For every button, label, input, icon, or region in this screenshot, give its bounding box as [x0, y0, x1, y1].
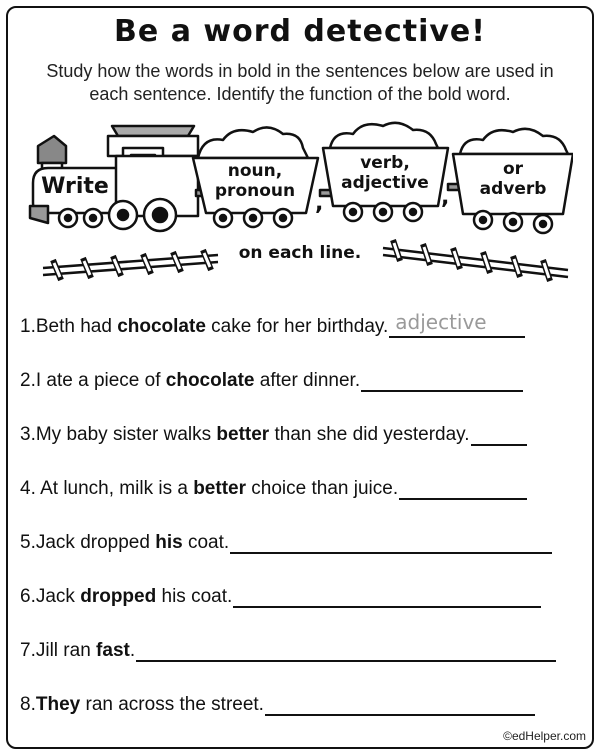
- answer-line[interactable]: [233, 584, 541, 608]
- question-text-after: ran across the street.: [80, 694, 264, 715]
- bold-word: better: [216, 424, 270, 445]
- answer-line[interactable]: [230, 530, 552, 554]
- question-text-after: choice than juice.: [246, 478, 399, 499]
- bold-word: chocolate: [117, 316, 206, 337]
- answer-line[interactable]: [361, 368, 523, 392]
- question-text-after: .: [129, 640, 136, 661]
- engine-label: Write: [41, 174, 109, 199]
- question-3: [20, 422, 527, 446]
- track-text: on each line.: [238, 243, 362, 263]
- train-illustration: [28, 118, 573, 288]
- car-2-line-1: verb,: [360, 153, 410, 173]
- question-text-before: Jack dropped: [35, 532, 156, 553]
- car-3-line-1: or: [502, 159, 524, 179]
- question-text-before: Jack: [35, 586, 81, 607]
- bold-word: better: [193, 478, 246, 499]
- question-number: 2.: [20, 370, 36, 391]
- question-text-after: his coat.: [156, 586, 233, 607]
- question-number: 8.: [20, 694, 36, 715]
- bold-word: fast: [96, 640, 130, 661]
- question-text-after: after dinner.: [254, 370, 361, 391]
- question-text-after: coat.: [182, 532, 230, 553]
- car-3-line-2: adverb: [479, 179, 547, 199]
- page-title: Be a word detective!: [114, 14, 486, 49]
- question-number: 1.: [20, 316, 36, 337]
- answer-line[interactable]: [471, 422, 527, 446]
- question-1: [20, 310, 525, 338]
- question-number: 6.: [20, 586, 36, 607]
- car-1-line-1: noun,: [227, 161, 283, 181]
- bold-word: chocolate: [165, 370, 255, 391]
- bold-word: They: [35, 694, 81, 715]
- answer-text: adjective: [395, 310, 487, 334]
- question-number: 7.: [20, 640, 36, 661]
- instructions: Study how the words in bold in the sentences below are used in each sentence. Identify the function of the bold word.: [46, 61, 554, 104]
- question-text-before: Beth had: [35, 316, 118, 337]
- question-7: [20, 638, 556, 662]
- comma-2: ,: [441, 185, 450, 210]
- bold-word: dropped: [80, 586, 157, 607]
- answer-line[interactable]: [389, 310, 525, 338]
- question-text-before: I ate a piece of: [35, 370, 166, 391]
- question-8: [20, 692, 535, 716]
- question-5: [20, 530, 552, 554]
- bold-word: his: [155, 532, 183, 553]
- question-text-after: than she did yesterday.: [269, 424, 470, 445]
- answer-line[interactable]: [136, 638, 556, 662]
- question-6: [20, 584, 541, 608]
- question-text-after: cake for her birthday.: [205, 316, 389, 337]
- comma-1: ,: [315, 191, 324, 216]
- question-number: 3.: [20, 424, 36, 445]
- question-number: 5.: [20, 532, 36, 553]
- answer-line[interactable]: [399, 476, 527, 500]
- question-text-before: Jill ran: [35, 640, 97, 661]
- answer-line[interactable]: [265, 692, 535, 716]
- question-text-before: At lunch, milk is a: [35, 478, 194, 499]
- copyright: ©edHelper.com: [503, 729, 586, 743]
- question-2: [20, 368, 523, 392]
- question-4: [20, 476, 527, 500]
- car-1-line-2: pronoun: [214, 181, 296, 201]
- question-number: 4.: [20, 478, 36, 499]
- car-2-line-2: adjective: [341, 173, 429, 193]
- question-text-before: My baby sister walks: [35, 424, 217, 445]
